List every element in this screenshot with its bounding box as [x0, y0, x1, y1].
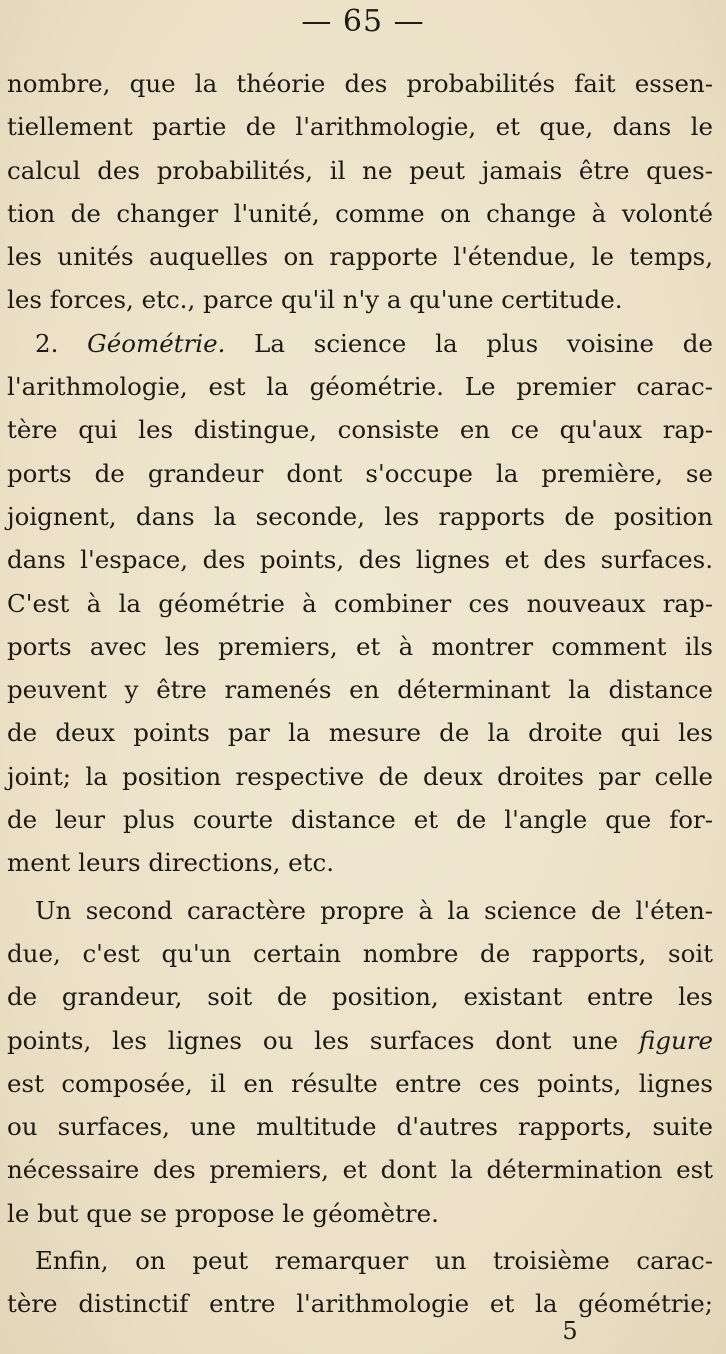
text-line: calcul des probabilités, il ne peut jamais être ques-: [7, 155, 713, 185]
text-line: ports de grandeur dont s'occupe la première, se: [7, 458, 713, 488]
text-line: C'est à la géométrie à combiner ces nouveaux rap-: [7, 588, 713, 618]
page-number: — 65 —: [301, 4, 425, 39]
text-line: de leur plus courte distance et de l'angle que for-: [7, 805, 713, 835]
section-number: 2.: [35, 328, 59, 358]
text-line: tère distinctif entre l'arithmologie et la géométrie;: [7, 1289, 713, 1319]
text-segment: points, les lignes ou les surfaces dont une: [7, 1025, 619, 1055]
text-line: de deux points par la mesure de la droite qui les: [7, 718, 713, 748]
text-line: tion de changer l'unité, comme on change à volonté: [7, 198, 713, 228]
paragraph-first-line: Un second caractère propre à la science de l'éten-: [35, 895, 713, 925]
text-line: est composée, il en résulte entre ces points, lignes: [7, 1068, 713, 1098]
text-line: nécessaire des premiers, et dont la détermination est: [7, 1155, 713, 1185]
text-line: le but que se propose le géomètre.: [7, 1198, 439, 1228]
text-line: tère qui les distingue, consiste en ce qu'aux rap-: [7, 415, 713, 445]
section-first-line-text: La science la plus voisine de: [254, 328, 713, 358]
text-line: les unités auquelles on rapporte l'étendue, le temps,: [7, 242, 713, 272]
body-text: [7, 62, 713, 1326]
text-line: les forces, etc., parce qu'il n'y a qu'une certitude.: [7, 285, 623, 315]
text-line: ment leurs directions, etc.: [7, 848, 334, 878]
paragraph-first-line: Enfin, on peut remarquer un troisième carac-: [35, 1246, 713, 1276]
text-line: due, c'est qu'un certain nombre de rapports, soit: [7, 938, 713, 968]
signature-mark: 5: [562, 1317, 578, 1345]
text-line: l'arithmologie, est la géométrie. Le premier carac-: [7, 372, 713, 402]
text-line: joint; la position respective de deux droites par celle: [7, 761, 713, 791]
text-line: dans l'espace, des points, des lignes et des surfaces.: [7, 545, 713, 575]
section-title: Géométrie.: [87, 328, 226, 358]
text-line: ports avec les premiers, et à montrer comment ils: [7, 631, 713, 661]
text-line-with-italic: [7, 1019, 713, 1062]
text-line: peuvent y être ramenés en déterminant la distance: [7, 675, 713, 705]
text-line: tiellement partie de l'arithmologie, et que, dans le: [7, 112, 713, 142]
italic-word-figure: figure: [639, 1025, 714, 1055]
text-line: ou surfaces, une multitude d'autres rapports, suite: [7, 1112, 713, 1142]
section-heading-line: [7, 322, 713, 365]
text-line: de grandeur, soit de position, existant entre les: [7, 982, 713, 1012]
text-line: joignent, dans la seconde, les rapports de position: [7, 501, 713, 531]
text-line: nombre, que la théorie des probabilités fait essen-: [7, 69, 713, 98]
